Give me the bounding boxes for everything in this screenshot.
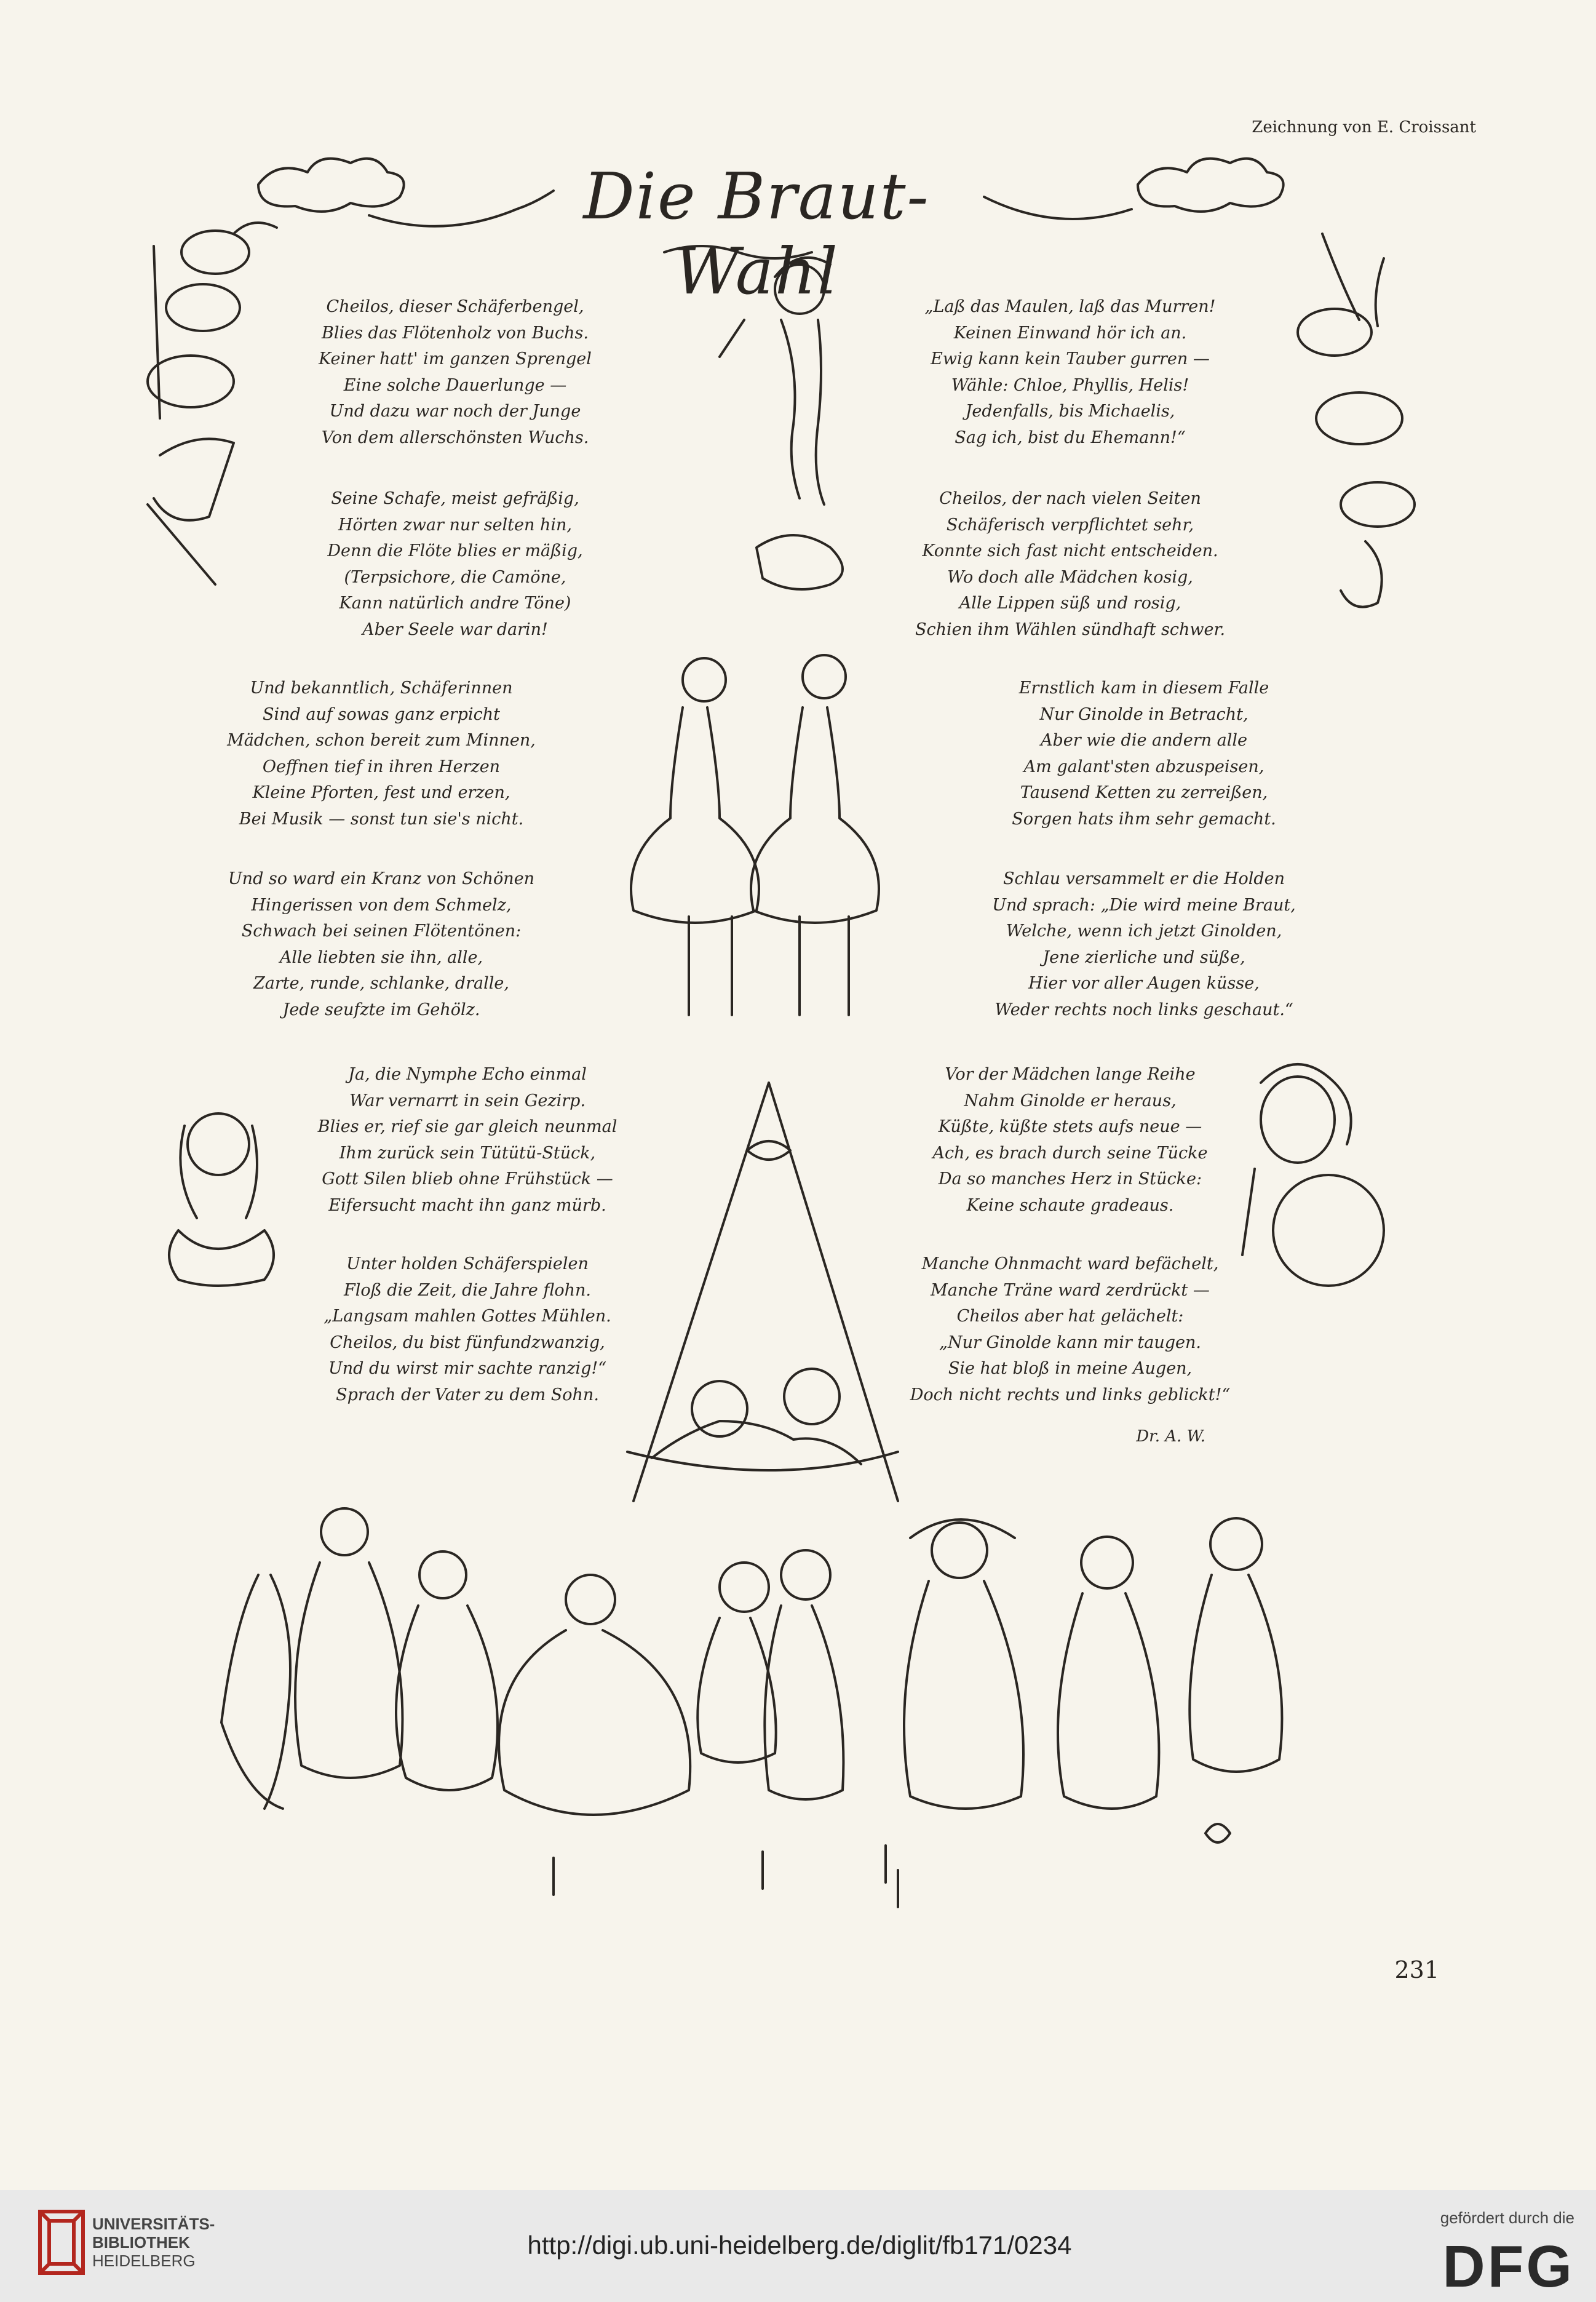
verse-line: Ihm zurück sein Tütütü-Stück, (339, 1143, 596, 1163)
stanza-right-2 (873, 486, 1267, 643)
verse-line: Alle liebten sie ihn, alle, (279, 947, 483, 967)
shepherdesses-drawing (631, 655, 879, 1015)
verse-line: Sie hat bloß in meine Augen, (948, 1359, 1193, 1378)
illustration-credit: Zeichnung von E. Croissant (1252, 118, 1476, 137)
verse-line: Schäferisch verpflichtet sehr, (946, 515, 1194, 535)
verse-line: Ewig kann kein Tauber gurren — (931, 349, 1210, 368)
verse-line: Tausend Ketten zu zerreißen, (1020, 783, 1268, 802)
verse-line: Küßte, küßte stets aufs neue — (938, 1117, 1202, 1136)
verse-line: Nur Ginolde in Betracht, (1039, 704, 1249, 724)
verse-line: Gott Silen blieb ohne Frühstück — (322, 1169, 613, 1189)
funding-note: gefördert durch die (1440, 2208, 1574, 2227)
verse-line: Floß die Zeit, die Jahre flohn. (344, 1280, 591, 1300)
kissing-couple-drawing (627, 1083, 898, 1501)
verse-line: Blies er, rief sie gar gleich neunmal (317, 1117, 617, 1136)
ladies-row-drawing (221, 1508, 1282, 1907)
verse-line: Da so manches Herz in Stücke: (938, 1169, 1202, 1189)
verse-line: Hingerissen von dem Schmelz, (251, 895, 512, 915)
verse-line: Weder rechts noch links geschaut.“ (995, 1000, 1293, 1019)
verse-line: Alle Lippen süß und rosig, (959, 594, 1181, 613)
library-line: BIBLIOTHEK (92, 2233, 190, 2252)
verse-line: Sag ich, bist du Ehemann!“ (955, 428, 1186, 447)
verse-line: Hier vor aller Augen küsse, (1028, 974, 1260, 993)
library-line: UNIVERSITÄTS- (92, 2215, 215, 2233)
verse-line: Nahm Ginolde er heraus, (964, 1091, 1177, 1110)
verse-line: Hörten zwar nur selten hin, (338, 515, 572, 535)
verse-line: Schwach bei seinen Flötentönen: (241, 922, 522, 941)
verse-line: War vernarrt in sein Gezirp. (349, 1091, 586, 1110)
library-name (92, 2215, 215, 2270)
stanza-left-2 (258, 486, 652, 643)
verse-line: Keiner hatt' im ganzen Sprengel (319, 349, 592, 368)
stanza-right-1 (873, 294, 1267, 451)
stanza-right-3 (947, 675, 1341, 832)
verse-line: Und sprach: „Die wird meine Braut, (992, 895, 1296, 915)
verse-line: Welche, wenn ich jetzt Ginolden, (1006, 922, 1282, 941)
verse-line: Aber wie die andern alle (1040, 731, 1247, 750)
verse-line: Cheilos, der nach vielen Seiten (939, 489, 1201, 508)
verse-line: Jene zierliche und süße, (1042, 947, 1245, 967)
verse-line: Cheilos, du bist fünfundzwanzig, (330, 1332, 605, 1352)
verse-line: Doch nicht rechts und links geblickt!“ (910, 1385, 1231, 1404)
stanza-left-1 (258, 294, 652, 451)
stanza-left-3 (185, 675, 578, 832)
verse-line: Seine Schafe, meist gefräßig, (331, 489, 579, 508)
verse-line: Kleine Pforten, fest und erzen, (252, 783, 510, 802)
verse-line: Keine schaute gradeaus. (966, 1195, 1174, 1215)
stanza-left-5 (271, 1062, 664, 1219)
verse-line: Schien ihm Wählen sündhaft schwer. (915, 619, 1226, 639)
stanza-right-5 (873, 1062, 1267, 1219)
sheep-drawing-left (148, 223, 277, 584)
page-title: Die Braut-Wahl (583, 159, 930, 309)
verse-line: Jedenfalls, bis Michaelis, (965, 402, 1175, 421)
verse-line: Und dazu war noch der Junge (329, 402, 581, 421)
verse-line: „Langsam mahlen Gottes Mühlen. (324, 1307, 611, 1326)
verse-line: Kann natürlich andre Töne) (339, 594, 571, 613)
verse-line: Ach, es brach durch seine Tücke (932, 1143, 1208, 1163)
library-line: HEIDELBERG (92, 2252, 196, 2270)
verse-line: Und bekanntlich, Schäferinnen (250, 679, 513, 698)
stanza-left-4 (185, 866, 578, 1023)
verse-line: Am galant'sten abzuspeisen, (1023, 757, 1264, 776)
verse-line: Und so ward ein Kranz von Schönen (228, 869, 535, 888)
verse-line: Denn die Flöte blies er mäßig, (327, 541, 583, 560)
verse-line: „Nur Ginolde kann mir taugen. (939, 1332, 1201, 1352)
verse-line: Jede seufzte im Gehölz. (282, 1000, 480, 1019)
page-number: 231 (1394, 1956, 1439, 1983)
verse-line: Oeffnen tief in ihren Herzen (262, 757, 501, 776)
verse-line: Wo doch alle Mädchen kosig, (947, 567, 1193, 587)
permalink-url[interactable]: http://digi.ub.uni-heidelberg.de/diglit/fb171/0234 (527, 2231, 1072, 2260)
verse-line: Schlau versammelt er die Holden (1002, 869, 1285, 888)
verse-line: Sind auf sowas ganz erpicht (263, 704, 500, 724)
verse-line: Sorgen hats ihm sehr gemacht. (1012, 809, 1276, 829)
verse-line: Sprach der Vater zu dem Sohn. (336, 1385, 599, 1404)
dfg-logo: DFG (1442, 2234, 1574, 2300)
ub-heidelberg-logo-icon (37, 2208, 86, 2276)
verse-line: Cheilos, dieser Schäferbengel, (326, 297, 584, 316)
verse-line: Manche Ohnmacht ward befächelt, (921, 1254, 1219, 1273)
verse-line: Ja, die Nymphe Echo einmal (348, 1065, 587, 1084)
verse-line: (Terpsichore, die Camöne, (344, 567, 566, 587)
verse-line: Manche Träne ward zerdrückt — (931, 1280, 1210, 1300)
nymph-echo-drawing (169, 1113, 274, 1286)
verse-line: Konnte sich fast nicht entscheiden. (922, 541, 1218, 560)
verse-line: Keinen Einwand hör ich an. (953, 323, 1187, 343)
verse-line: Mädchen, schon bereit zum Minnen, (227, 731, 536, 750)
stanza-right-6 (873, 1251, 1267, 1408)
verse-line: Aber Seele war darin! (362, 619, 548, 639)
verse-line: Bei Musik — sonst tun sie's nicht. (239, 809, 524, 829)
verse-line: Vor der Mädchen lange Reihe (945, 1065, 1196, 1084)
verse-line: Von dem allerschönsten Wuchs. (321, 428, 589, 447)
verse-line: Unter holden Schäferspielen (346, 1254, 589, 1273)
verse-line: Wähle: Chloe, Phyllis, Helis! (951, 375, 1189, 395)
verse-line: Ernstlich kam in diesem Falle (1018, 679, 1269, 698)
verse-line: Und du wirst mir sachte ranzig!“ (328, 1359, 606, 1378)
verse-line: „Laß das Maulen, laß das Murren! (924, 297, 1216, 316)
verse-line: Eifersucht macht ihn ganz mürb. (328, 1195, 606, 1215)
stanza-left-6 (271, 1251, 664, 1408)
author-signature: Dr. A. W. (1136, 1427, 1205, 1446)
verse-line: Blies das Flötenholz von Buchs. (322, 323, 589, 343)
verse-line: Zarte, runde, schlanke, dralle, (253, 974, 509, 993)
stanza-right-4 (947, 866, 1341, 1023)
library-footer (0, 2190, 1596, 2302)
sheep-drawing-right (1298, 234, 1415, 607)
verse-line: Cheilos aber hat gelächelt: (956, 1307, 1184, 1326)
verse-line: Eine solche Dauerlunge — (343, 375, 567, 395)
